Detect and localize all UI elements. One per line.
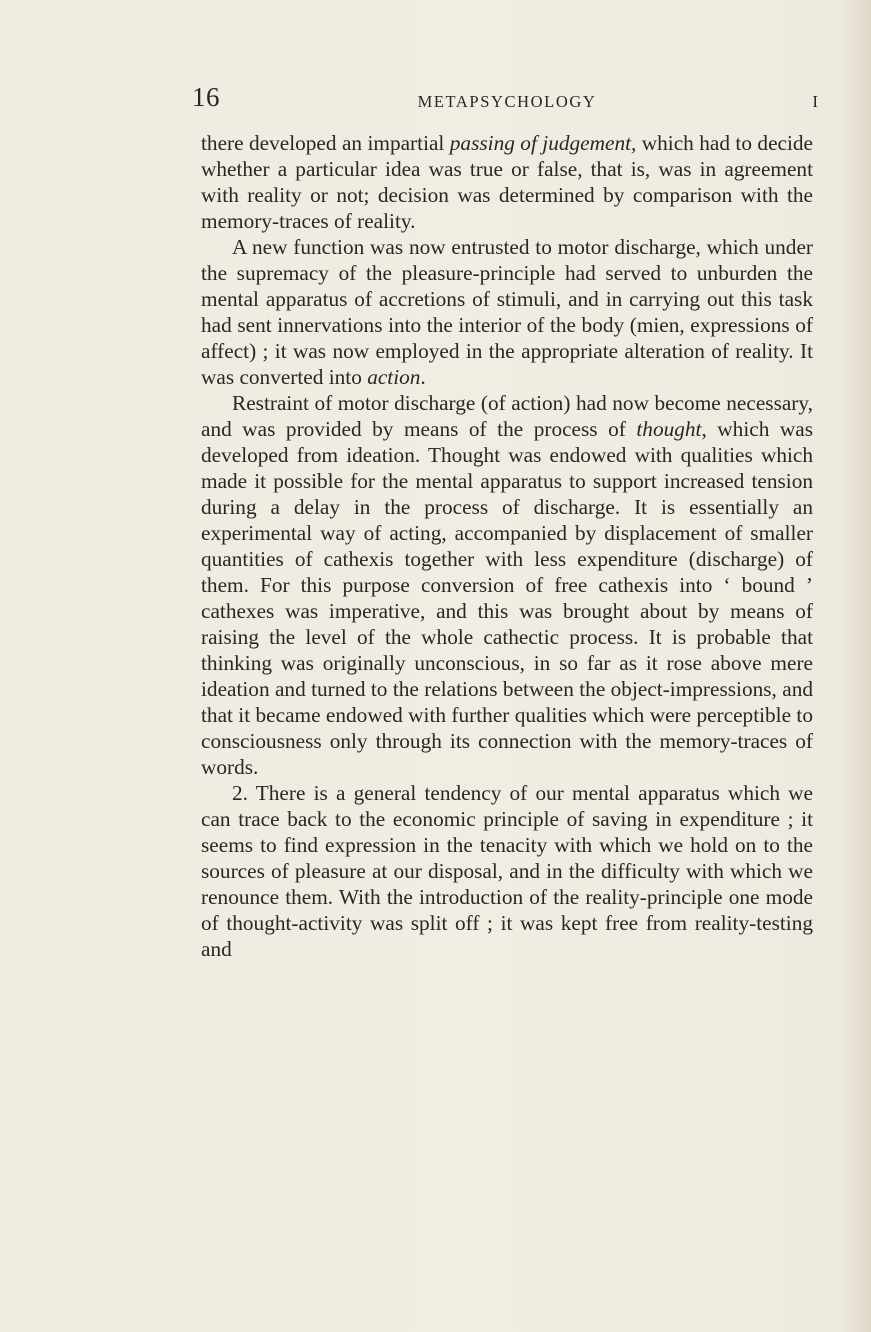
chapter-numeral: I <box>812 92 818 111</box>
paragraph-3 <box>201 390 813 780</box>
running-title: METAPSYCHOLOGY <box>417 92 597 111</box>
paragraph-1 <box>201 130 813 234</box>
italic-phrase: passing of judgement, <box>449 131 637 155</box>
paragraph-text: Restraint of motor discharge (of action) had now become necessary, and was provided by means of the process of <box>201 391 813 441</box>
running-header <box>192 82 822 118</box>
italic-phrase: action <box>367 365 421 389</box>
paragraph-text: A new function was now entrusted to motor discharge, which under the supremacy of the pleasure-principle had served to unburden the mental apparatus of accretions of stimuli, and in carrying out this task had sent innervations into the interior of the body (mien, expressions of affect) ; it was now employed in the appropriate alteration of reality. It was converted into <box>201 235 813 389</box>
paragraph-4 <box>201 780 813 962</box>
page-number: 16 <box>192 82 220 112</box>
paragraph-2 <box>201 234 813 390</box>
body-text <box>201 130 813 962</box>
paragraph-text: 2. There is a general tendency of our mental apparatus which we can trace back to the economic principle of saving in expenditure ; it seems to find expression in the tenacity with which we hold on to the sources of pleasure at our disposal, and in the difficulty with which we renounce them. With the introduction of the reality-principle one mode of thought-activity was split off ; it was kept free from reality-testing and <box>201 781 813 961</box>
paragraph-text: . <box>420 365 426 389</box>
paragraph-text: , which was developed from ideation. Thought was endowed with qualities which made it possible for the mental apparatus to support increased tension during a delay in the process of discharge. It is essentially an experimental way of acting, accompanied by displacement of smaller quantities of cathexis together with less expenditure (discharge) of them. For this purpose conversion of free cathexis into ‘ bound ’ cathexes was imperative, and this was brought about by means of raising the level of the whole cathectic process. It is probable that thinking was originally unconscious, in so far as it rose above mere ideation and turned to the relations between the object-impressions, and that it became endowed with further qualities which were perceptible to consciousness only through its connection with the memory-traces of words. <box>201 417 813 779</box>
page-edge-shadow <box>837 0 871 1332</box>
paragraph-text: which had to decide whether a particular idea was true or false, that is, was in agreement with reality or not; decision was determined by comparison with the memory-traces of reality. <box>201 131 813 233</box>
italic-phrase: thought <box>636 417 702 441</box>
paragraph-text: there developed an impartial <box>201 131 450 155</box>
